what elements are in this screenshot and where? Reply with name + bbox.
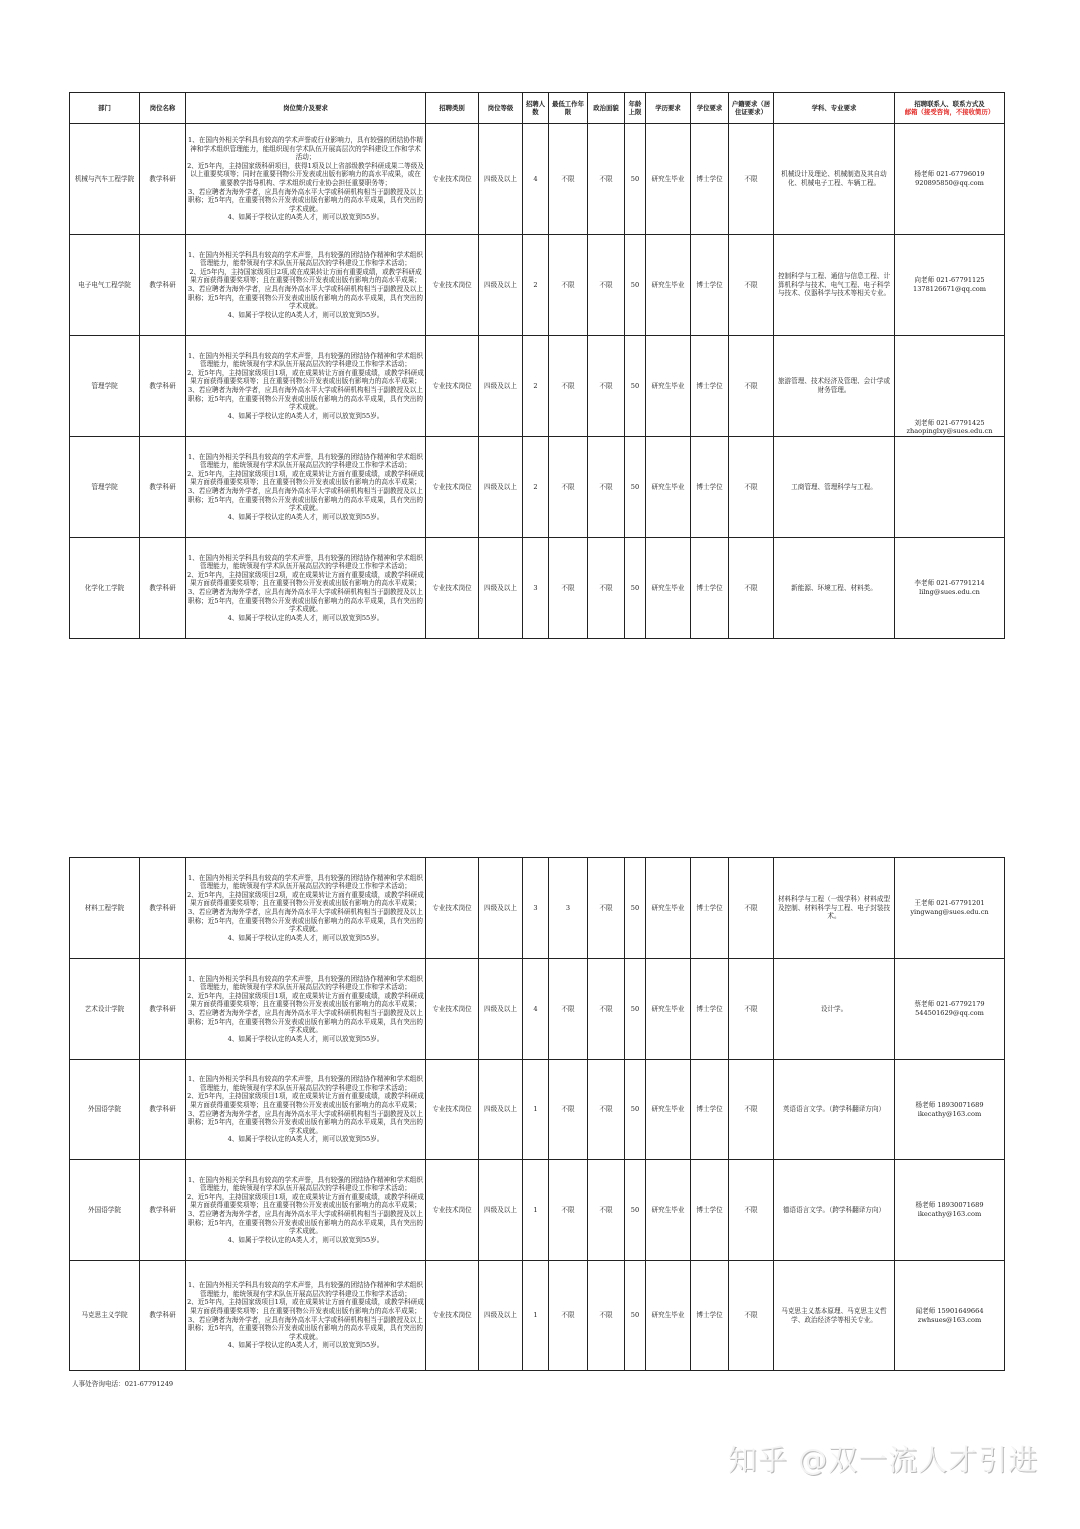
level-cell: 四级及以上 xyxy=(479,1160,523,1261)
work-years-cell: 不限 xyxy=(549,1060,588,1160)
contact-person: 蔡老师 021-67792179 xyxy=(914,1000,985,1009)
requirement-item: 4、如属于学校认定的A类人才，则可以放宽到55岁。 xyxy=(227,213,384,222)
degree-cell: 博士学位 xyxy=(691,1261,729,1371)
contact-person: 杨老师 18930071689 xyxy=(915,1100,984,1109)
subject-cell: 马克思主义基本原理、马克思主义哲学、政治经济学等相关专业。 xyxy=(774,1261,895,1371)
contact-email[interactable]: lilng@sues.edu.cn xyxy=(919,588,980,596)
contact-cell xyxy=(895,1060,1005,1160)
count-cell: 2 xyxy=(523,235,549,336)
age-cell: 50 xyxy=(625,124,646,235)
requirement-item: 2、近5年内，主持国家级项目2项，或在成果转让方面有重要成绩，或教学科研成果方面获得重要奖项等；且在重要刊物公开发表或出版有影响力的高水平成果； xyxy=(187,890,424,908)
work-years-cell: 不限 xyxy=(549,538,588,639)
header-post-name: 岗位名称 xyxy=(140,93,186,124)
age-cell: 50 xyxy=(625,1261,646,1371)
count-cell: 3 xyxy=(523,538,549,639)
education-cell: 研究生毕业 xyxy=(646,959,691,1060)
level-cell: 四级及以上 xyxy=(479,1261,523,1371)
table-row xyxy=(70,124,1005,235)
level-cell: 四级及以上 xyxy=(479,538,523,639)
political-cell: 不限 xyxy=(588,858,625,959)
category-cell: 专业技术岗位 xyxy=(426,959,479,1060)
requirement-item: 1、在国内外相关学科具有较高的学术声誉或行业影响力，具有较强的团结协作精神和学术组织管理能力，能组织现有学术队伍开展高层次的学科建设工作和学术活动； xyxy=(188,136,423,162)
requirement-item: 2、近5年内，主持国家级项目1项，或在成果转让方面有重要成绩，或教学科研成果方面获得重要奖项等；且在重要刊物公开发表或出版有影响力的高水平成果； xyxy=(187,1092,424,1109)
degree-cell: 博士学位 xyxy=(691,1060,729,1160)
work-years-cell: 不限 xyxy=(549,235,588,336)
age-cell: 50 xyxy=(625,235,646,336)
subject-cell: 机械设计及理论、机械制造及其自动化、机械电子工程、车辆工程。 xyxy=(774,124,895,235)
level-cell: 四级及以上 xyxy=(479,235,523,336)
header-count: 招聘人数 xyxy=(523,93,549,124)
requirement-item: 1、在国内外相关学科具有较高的学术声誉，具有较强的团结协作精神和学术组织管理能力，能带领现有学术队伍开展高层次的学科建设工作和学术活动； xyxy=(188,250,423,268)
zhihu-watermark: 知乎 @双一流人才引进 xyxy=(728,1443,1039,1477)
subject-cell: 英语语言文学。（跨学科翻译方向） xyxy=(774,1060,895,1160)
post-name-cell: 教学科研 xyxy=(140,336,186,437)
dept-cell: 机械与汽车工程学院 xyxy=(70,124,140,235)
contact-cell xyxy=(895,1261,1005,1371)
contact-person: 杨老师 021-67796019 xyxy=(914,170,985,179)
contact-person: 王老师 021-67791201 xyxy=(914,899,985,908)
subject-cell: 材料科学与工程（一级学科）材料成型及控制、材料科学与工程、电子封装技术。 xyxy=(774,858,895,959)
table-row xyxy=(70,959,1005,1060)
category-cell: 专业技术岗位 xyxy=(426,235,479,336)
degree-cell: 博士学位 xyxy=(691,858,729,959)
degree-cell: 博士学位 xyxy=(691,1160,729,1261)
education-cell: 研究生毕业 xyxy=(646,437,691,538)
dept-cell: 马克思主义学院 xyxy=(70,1261,140,1371)
count-cell: 4 xyxy=(523,959,549,1060)
post-desc-cell xyxy=(186,959,426,1060)
hukou-cell: 不限 xyxy=(729,235,774,336)
political-cell: 不限 xyxy=(588,959,625,1060)
requirement-item: 1、在国内外相关学科具有较高的学术声誉，具有较强的团结协作精神和学术组织管理能力，能统领现有学术队伍开展高层次的学科建设工作和学术活动； xyxy=(188,553,423,571)
work-years-cell: 不限 xyxy=(549,1160,588,1261)
hukou-cell: 不限 xyxy=(729,959,774,1060)
count-cell: 2 xyxy=(523,437,549,538)
header-subject: 学科、专业要求 xyxy=(774,93,895,124)
level-cell: 四级及以上 xyxy=(479,336,523,437)
contact-email[interactable]: 544501629@qq.com xyxy=(915,1009,984,1017)
post-desc-cell xyxy=(186,437,426,538)
age-cell: 50 xyxy=(625,858,646,959)
subject-cell: 德语语言文学。（跨学科翻译方向） xyxy=(774,1160,895,1261)
requirement-item: 3、若应聘者为海外学者，应具有海外高水平大学或科研机构相当于副教授及以上职称；近5年内，在重要刊物公开发表或出版有影响力的高水平成果，具有突出的学术成就。 xyxy=(188,1210,423,1236)
age-cell: 50 xyxy=(625,1160,646,1261)
contact-email[interactable]: ikecathy@163.com xyxy=(917,1210,982,1218)
dept-cell: 管理学院 xyxy=(70,437,140,538)
header-contact-red-note: 邮箱（接受咨询，不接收简历） xyxy=(904,108,995,116)
requirement-item: 4、如属于学校认定的A类人才，则可以放宽到55岁。 xyxy=(227,613,384,622)
contact-email[interactable]: 1378126671@qq.com xyxy=(913,285,986,293)
post-desc-cell xyxy=(186,858,426,959)
degree-cell: 博士学位 xyxy=(691,336,729,437)
subject-cell: 设计学。 xyxy=(774,959,895,1060)
job-table-page-2 xyxy=(69,857,1005,1371)
political-cell: 不限 xyxy=(588,124,625,235)
requirement-item: 1、在国内外相关学科具有较高的学术声誉，具有较强的团结协作精神和学术组织管理能力，能统领现有学术队伍开展高层次的学科建设工作和学术活动； xyxy=(188,974,423,992)
requirement-item: 3、若应聘者为海外学者，应具有海外高水平大学或科研机构相当于副教授及以上职称；近5年内，在重要刊物公开发表或出版有影响力的高水平成果，具有突出的学术成就。 xyxy=(188,386,423,412)
dept-cell: 材料工程学院 xyxy=(70,858,140,959)
header-category: 招聘类别 xyxy=(426,93,479,124)
subject-cell: 控制科学与工程、通信与信息工程、计算机科学与技术、电气工程、电子科学与技术、仪器科学与技术等相关专业。 xyxy=(774,235,895,336)
requirement-item: 4、如属于学校认定的A类人才，则可以放宽到55岁。 xyxy=(227,512,384,521)
count-cell: 1 xyxy=(523,1261,549,1371)
age-cell: 50 xyxy=(625,437,646,538)
hr-phone-footer: 人事处咨询电话：021-67791249 xyxy=(72,1380,174,1388)
degree-cell: 博士学位 xyxy=(691,124,729,235)
post-name-cell: 教学科研 xyxy=(140,437,186,538)
education-cell: 研究生毕业 xyxy=(646,1160,691,1261)
education-cell: 研究生毕业 xyxy=(646,538,691,639)
contact-person: 杨老师 18930071689 xyxy=(915,1201,984,1210)
contact-cell xyxy=(895,437,1005,538)
work-years-cell: 不限 xyxy=(549,124,588,235)
political-cell: 不限 xyxy=(588,538,625,639)
category-cell: 专业技术岗位 xyxy=(426,1060,479,1160)
contact-email[interactable]: ikecathy@163.com xyxy=(917,1109,982,1118)
requirement-item: 4、如属于学校认定的A类人才，则可以放宽到55岁。 xyxy=(227,1135,384,1144)
requirement-item: 2、近5年内，主持国家级项目1项，或在成果转让方面有重要成绩，或教学科研成果方面获得重要奖项等；且在重要刊物公开发表或出版有影响力的高水平成果； xyxy=(187,469,424,487)
header-post-desc: 岗位简介及要求 xyxy=(186,93,426,124)
table-row xyxy=(70,235,1005,336)
work-years-cell: 3 xyxy=(549,858,588,959)
post-name-cell: 教学科研 xyxy=(140,538,186,639)
header-degree: 学位要求 xyxy=(691,93,729,124)
dept-cell: 外国语学院 xyxy=(70,1160,140,1261)
contact-cell xyxy=(895,858,1005,959)
post-desc-cell xyxy=(186,1261,426,1371)
political-cell: 不限 xyxy=(588,437,625,538)
header-education: 学历要求 xyxy=(646,93,691,124)
requirement-item: 3、若应聘者为海外学者，应具有海外高水平大学或科研机构相当于副教授及以上职称；近5年内，在重要刊物公开发表或出版有影响力的高水平成果，具有突出的学术成就。 xyxy=(188,285,423,311)
requirement-item: 2、近5年内，主持国家级项目2项，或在成果转让方面有重要成绩，或教学科研成果方面获得重要奖项等；且在重要刊物公开发表或出版有影响力的高水平成果； xyxy=(187,570,424,588)
degree-cell: 博士学位 xyxy=(691,437,729,538)
count-cell: 3 xyxy=(523,858,549,959)
requirement-item: 3、若应聘者为海外学者，应具有海外高水平大学或科研机构相当于副教授及以上职称；近5年内，在重要刊物公开发表或出版有影响力的高水平成果，具有突出的学术成就。 xyxy=(188,187,423,213)
education-cell: 研究生毕业 xyxy=(646,336,691,437)
education-cell: 研究生毕业 xyxy=(646,235,691,336)
education-cell: 研究生毕业 xyxy=(646,124,691,235)
requirement-item: 1、在国内外相关学科具有较高的学术声誉，具有较强的团结协作精神和学术组织管理能力，能统领现有学术队伍开展高层次的学科建设工作和学术活动； xyxy=(188,1075,423,1092)
post-desc-cell xyxy=(186,1060,426,1160)
level-cell: 四级及以上 xyxy=(479,437,523,538)
requirement-item: 1、在国内外相关学科具有较高的学术声誉，具有较强的团结协作精神和学术组织管理能力，能统领现有学术队伍开展高层次的学科建设工作和学术活动； xyxy=(188,452,423,470)
requirement-item: 3、若应聘者为海外学者，应具有海外高水平大学或科研机构相当于副教授及以上职称；近5年内，在重要刊物公开发表或出版有影响力的高水平成果，具有突出的学术成就。 xyxy=(188,588,423,614)
age-cell: 50 xyxy=(625,1060,646,1160)
level-cell: 四级及以上 xyxy=(479,1060,523,1160)
education-cell: 研究生毕业 xyxy=(646,1060,691,1160)
political-cell: 不限 xyxy=(588,336,625,437)
dept-cell: 电子电气工程学院 xyxy=(70,235,140,336)
header-dept: 部门 xyxy=(70,93,140,124)
count-cell: 2 xyxy=(523,336,549,437)
degree-cell: 博士学位 xyxy=(691,538,729,639)
contact-person: 李老师 021-67791214 xyxy=(914,579,985,588)
requirement-item: 3、若应聘者为海外学者，应具有海外高水平大学或科研机构相当于副教授及以上职称；近5年内，在重要刊物公开发表或出版有影响力的高水平成果，具有突出的学术成就。 xyxy=(188,908,423,934)
level-cell: 四级及以上 xyxy=(479,858,523,959)
contact-cell xyxy=(895,1160,1005,1261)
requirement-item: 2、近5年内，主持国家级项目2项,或在成果转让方面有重要成绩，或教学科研成果方面获得重要奖项等；且在重要刊物公开发表或出版有影响力的高水平成果； xyxy=(189,267,422,285)
requirement-item: 1、在国内外相关学科具有较高的学术声誉，具有较强的团结协作精神和学术组织管理能力，能统领现有学术队伍开展高层次的学科建设工作和学术活动； xyxy=(188,351,423,369)
work-years-cell: 不限 xyxy=(549,336,588,437)
education-cell: 研究生毕业 xyxy=(646,1261,691,1371)
hukou-cell: 不限 xyxy=(729,1261,774,1371)
requirement-item: 3、若应聘者为海外学者，应具有海外高水平大学或科研机构相当于副教授及以上职称；近5年内，在重要刊物公开发表或出版有影响力的高水平成果，具有突出的学术成就。 xyxy=(188,1109,423,1135)
age-cell: 50 xyxy=(625,538,646,639)
requirement-item: 1、在国内外相关学科具有较高的学术声誉，具有较强的团结协作精神和学术组织管理能力，能统领现有学术队伍开展高层次的学科建设工作和学术活动； xyxy=(188,1281,423,1298)
requirement-item: 3、若应聘者为海外学者，应具有海外高水平大学或科研机构相当于副教授及以上职称；近5年内，在重要刊物公开发表或出版有影响力的高水平成果，具有突出的学术成就。 xyxy=(188,1315,423,1341)
requirement-item: 4、如属于学校认定的A类人才，则可以放宽到55岁。 xyxy=(227,1235,384,1244)
category-cell: 专业技术岗位 xyxy=(426,336,479,437)
degree-cell: 博士学位 xyxy=(691,235,729,336)
requirement-item: 2、近5年内，主持国家级科研项目，获得1项及以上省部级教学科研成果二等级及以上重要奖项等；同时在重要刊物公开发表或出版有影响力的高水平成果，或在重要教学指导机构、学术组织或行业协会担任重要职务等； xyxy=(187,161,424,187)
hukou-cell: 不限 xyxy=(729,336,774,437)
political-cell: 不限 xyxy=(588,1261,625,1371)
table-row xyxy=(70,858,1005,959)
contact-cell xyxy=(895,538,1005,639)
post-name-cell: 教学科研 xyxy=(140,1261,186,1371)
requirement-item: 3、若应聘者为海外学者，应具有海外高水平大学或科研机构相当于副教授及以上职称；近5年内，在重要刊物公开发表或出版有影响力的高水平成果，具有突出的学术成就。 xyxy=(188,487,423,513)
post-desc-cell xyxy=(186,235,426,336)
requirement-item: 2、近5年内，主持国家级项目1项，或在成果转让方面有重要成绩，或教学科研成果方面获得重要奖项等；且在重要刊物公开发表或出版有影响力的高水平成果； xyxy=(187,1298,424,1315)
political-cell: 不限 xyxy=(588,1160,625,1261)
dept-cell: 外国语学院 xyxy=(70,1060,140,1160)
contact-email[interactable]: zwhsues@163.com xyxy=(917,1315,982,1324)
contact-cell xyxy=(895,336,1005,437)
category-cell: 专业技术岗位 xyxy=(426,1160,479,1261)
work-years-cell: 不限 xyxy=(549,959,588,1060)
requirement-item: 2、近5年内，主持国家级项目1项，或在成果转让方面有重要成绩，或教学科研成果方面获得重要奖项等；且在重要刊物公开发表或出版有影响力的高水平成果； xyxy=(187,991,424,1009)
table-row xyxy=(70,1160,1005,1261)
category-cell: 专业技术岗位 xyxy=(426,1261,479,1371)
requirement-item: 4、如属于学校认定的A类人才，则可以放宽到55岁。 xyxy=(227,411,384,420)
post-name-cell: 教学科研 xyxy=(140,959,186,1060)
post-desc-cell xyxy=(186,538,426,639)
post-name-cell: 教学科研 xyxy=(140,235,186,336)
hukou-cell: 不限 xyxy=(729,538,774,639)
table-header-row xyxy=(70,93,1005,124)
contact-person: 刘老师 021-67791425 xyxy=(914,418,985,427)
hukou-cell: 不限 xyxy=(729,1160,774,1261)
count-cell: 1 xyxy=(523,1160,549,1261)
contact-email[interactable]: 920895850@qq.com xyxy=(915,179,984,187)
header-hukou: 户籍要求（居住证要求） xyxy=(729,93,774,124)
work-years-cell: 不限 xyxy=(549,1261,588,1371)
dept-cell: 管理学院 xyxy=(70,336,140,437)
hukou-cell: 不限 xyxy=(729,858,774,959)
count-cell: 4 xyxy=(523,124,549,235)
table-row xyxy=(70,437,1005,538)
requirement-item: 4、如属于学校认定的A类人才，则可以放宽到55岁。 xyxy=(227,310,384,319)
table-row xyxy=(70,1261,1005,1371)
hukou-cell: 不限 xyxy=(729,1060,774,1160)
post-name-cell: 教学科研 xyxy=(140,1160,186,1261)
table-row xyxy=(70,336,1005,437)
dept-cell: 艺术设计学院 xyxy=(70,959,140,1060)
hukou-cell: 不限 xyxy=(729,124,774,235)
political-cell: 不限 xyxy=(588,1060,625,1160)
post-desc-cell xyxy=(186,336,426,437)
post-desc-cell xyxy=(186,124,426,235)
requirement-item: 1、在国内外相关学科具有较高的学术声誉，具有较强的团结协作精神和学术组织管理能力，能统领现有学术队伍开展高层次的学科建设工作和学术活动； xyxy=(188,873,423,891)
header-contact xyxy=(895,93,1005,124)
degree-cell: 博士学位 xyxy=(691,959,729,1060)
requirement-item: 1、在国内外相关学科具有较高的学术声誉，具有较强的团结协作精神和学术组织管理能力，能统领现有学术队伍开展高层次的学科建设工作和学术活动； xyxy=(188,1175,423,1193)
requirement-item: 2、近5年内，主持国家级项目1项，或在成果转让方面有重要成绩，或教学科研成果方面获得重要奖项等；且在重要刊物公开发表或出版有影响力的高水平成果； xyxy=(187,1192,424,1210)
contact-email[interactable]: zhaopinglxy@sues.edu.cn xyxy=(906,427,993,436)
subject-cell: 新能源、环境工程、材料类。 xyxy=(774,538,895,639)
contact-cell xyxy=(895,235,1005,336)
header-political: 政治面貌 xyxy=(588,93,625,124)
requirement-item: 4、如属于学校认定的A类人才，则可以放宽到55岁。 xyxy=(227,1341,384,1350)
post-name-cell: 教学科研 xyxy=(140,1060,186,1160)
dept-cell: 化学化工学院 xyxy=(70,538,140,639)
requirement-item: 4、如属于学校认定的A类人才，则可以放宽到55岁。 xyxy=(227,933,384,942)
header-age: 年龄上限 xyxy=(625,93,646,124)
contact-person: 闻老师 15901649664 xyxy=(915,1306,984,1315)
table-row xyxy=(70,538,1005,639)
contact-email[interactable]: yingwang@sues.edu.cn xyxy=(910,908,989,916)
category-cell: 专业技术岗位 xyxy=(426,124,479,235)
subject-cell: 旅游管理、技术经济及管理、会计学或财务管理。 xyxy=(774,336,895,437)
job-table-page-1 xyxy=(69,92,1005,639)
header-level: 岗位等级 xyxy=(479,93,523,124)
post-name-cell: 教学科研 xyxy=(140,124,186,235)
count-cell: 1 xyxy=(523,1060,549,1160)
requirement-item: 2、近5年内，主持国家级项目1项，或在成果转让方面有重要成绩，或教学科研成果方面获得重要奖项等；且在重要刊物公开发表或出版有影响力的高水平成果； xyxy=(187,368,424,386)
subject-cell: 工商管理、管理科学与工程。 xyxy=(774,437,895,538)
hukou-cell: 不限 xyxy=(729,437,774,538)
header-contact-text: 招聘联系人、联系方式及 xyxy=(914,100,985,108)
level-cell: 四级及以上 xyxy=(479,124,523,235)
post-name-cell: 教学科研 xyxy=(140,858,186,959)
political-cell: 不限 xyxy=(588,235,625,336)
contact-cell xyxy=(895,124,1005,235)
work-years-cell: 不限 xyxy=(549,437,588,538)
header-work-years: 最低工作年限 xyxy=(549,93,588,124)
post-desc-cell xyxy=(186,1160,426,1261)
category-cell: 专业技术岗位 xyxy=(426,437,479,538)
contact-cell xyxy=(895,959,1005,1060)
requirement-item: 3、若应聘者为海外学者，应具有海外高水平大学或科研机构相当于副教授及以上职称；近5年内，在重要刊物公开发表或出版有影响力的高水平成果，具有突出的学术成就。 xyxy=(188,1009,423,1035)
requirement-item: 4、如属于学校认定的A类人才，则可以放宽到55岁。 xyxy=(227,1034,384,1043)
category-cell: 专业技术岗位 xyxy=(426,858,479,959)
table-row xyxy=(70,1060,1005,1160)
contact-person: 向老师 021-67791125 xyxy=(914,276,985,285)
education-cell: 研究生毕业 xyxy=(646,858,691,959)
category-cell: 专业技术岗位 xyxy=(426,538,479,639)
age-cell: 50 xyxy=(625,959,646,1060)
level-cell: 四级及以上 xyxy=(479,959,523,1060)
age-cell: 50 xyxy=(625,336,646,437)
